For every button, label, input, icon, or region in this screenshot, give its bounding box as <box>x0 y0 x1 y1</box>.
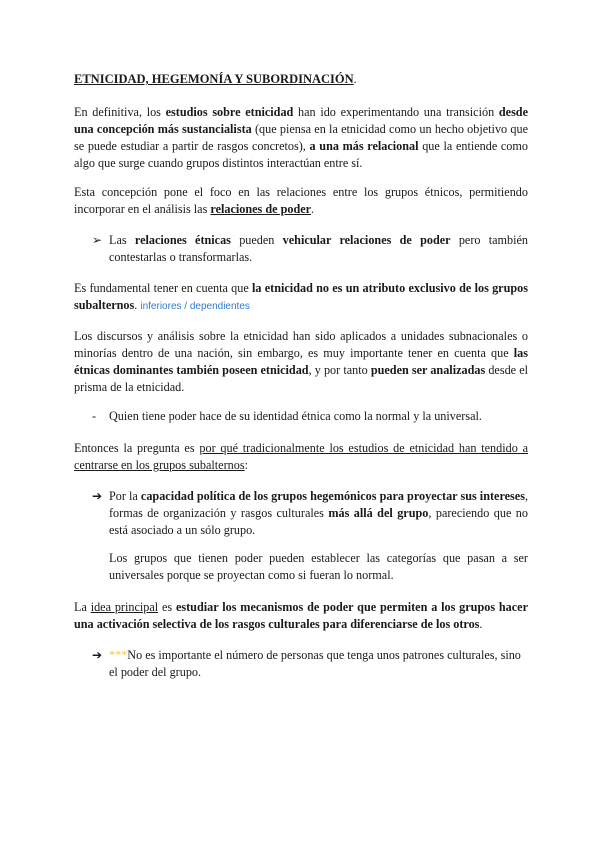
arrow-item-subparagraph: Los grupos que tienen poder pueden establecer las categorías que pasan a ser universales porque se proyectan como si fueran lo normal. <box>109 551 528 582</box>
dash-item-identidad: Quien tiene poder hace de su identidad étnica como la normal y la universal. <box>109 409 482 423</box>
arrow-item-poder: ***No es importante el número de personas que tenga unos patrones culturales, sino el poder del grupo. <box>109 648 521 679</box>
arrow-marker-2: ➔ <box>92 648 103 662</box>
page-title: ETNICIDAD, HEGEMONÍA Y SUBORDINACIÓN. <box>74 72 357 86</box>
paragraph-atributo-exclusivo: Es fundamental tener en cuenta que la etnicidad no es un atributo exclusivo de los grupos subalternos. inferiores / dependientes <box>74 281 528 312</box>
arrow-item-capacidad: Por la capacidad política de los grupos hegemónicos para proyectar sus intereses, formas de organización y rasgos culturales más allá del grupo, pareciendo que no está asociado a un sólo grupo. <box>109 489 528 537</box>
paragraph-pregunta: Entonces la pregunta es por qué tradicionalmente los estudios de etnicidad han tendido a centrarse en los grupos subalternos: <box>74 441 529 472</box>
arrow-marker: ➔ <box>92 489 103 503</box>
annotation-note: inferiores / dependientes <box>140 301 250 312</box>
bullet-marker: ➢ <box>92 233 103 247</box>
bullet-relaciones-etnicas: Las relaciones étnicas pueden vehicular relaciones de poder pero también contestarlas o transformarlas. <box>109 233 528 264</box>
paragraph-discursos: Los discursos y análisis sobre la etnicidad han sido aplicados a unidades subnacionales o minorías dentro de una nación, sin embargo, es muy importante tener en cuenta que las étnicas dominantes también poseen etnicidad, y por tanto pueden ser analizadas desde el prisma de la etnicidad. <box>74 329 528 394</box>
highlight-stars: *** <box>109 648 128 662</box>
paragraph-foco-relaciones: Esta concepción pone el foco en las relaciones entre los grupos étnicos, permitiendo incorporar en el análisis las relaciones de poder. <box>74 185 528 216</box>
paragraph-idea-principal: La idea principal es estudiar los mecanismos de poder que permiten a los grupos hacer una activación selectiva de los rasgos culturales para diferenciarse de los otros. <box>74 600 528 631</box>
dash-marker: - <box>92 409 97 423</box>
paragraph-transicion: En definitiva, los estudios sobre etnicidad han ido experimentando una transición desde una concepción más sustancialista (que piensa en la etnicidad como un hecho objetivo que se puede estudiar a partir de rasgos concretos), a una más relacional que la entiende como algo que surge cuando grupos distintos interactúan entre sí. <box>74 105 528 170</box>
